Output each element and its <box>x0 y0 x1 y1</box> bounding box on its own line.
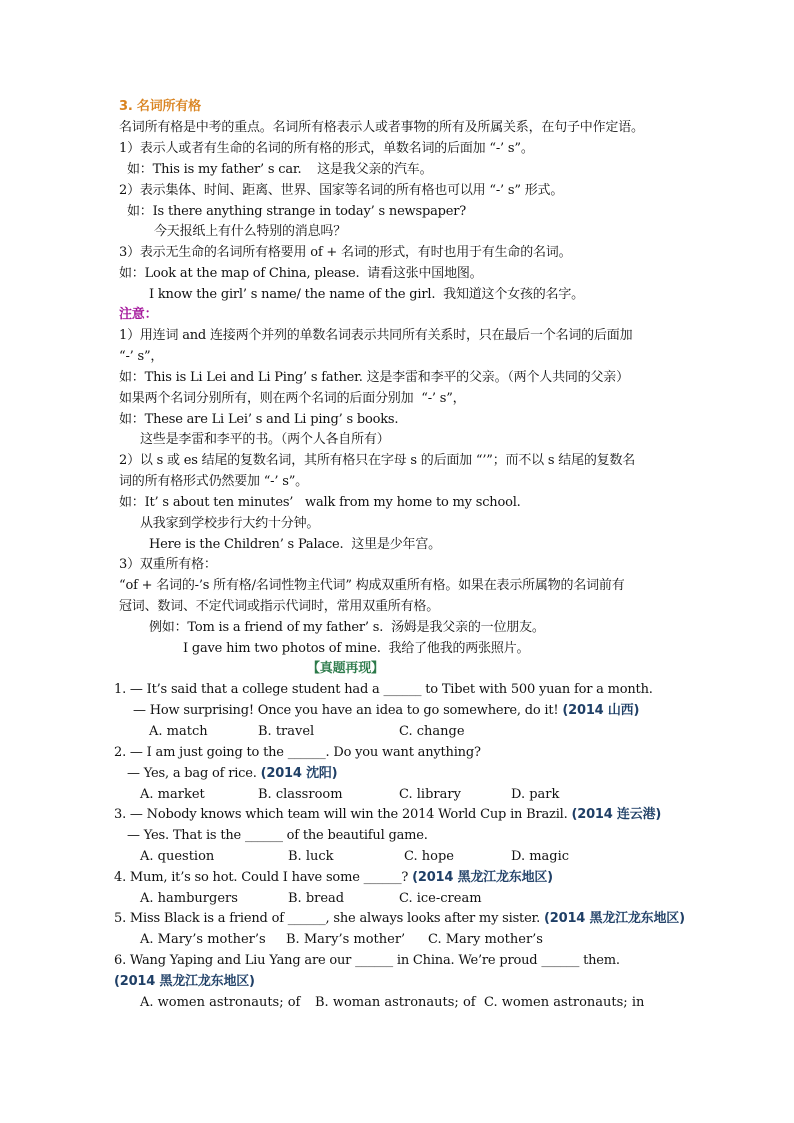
question-2-line-1: 2. — I am just going to the ______. Do you want anything? <box>114 745 481 760</box>
question-5-line-1-wrap <box>114 911 685 927</box>
question-5-option-a[interactable]: A. Mary’s mother’s <box>140 932 266 947</box>
question-2-option-c[interactable]: C. library <box>399 787 461 802</box>
note-title: 注意： <box>119 307 158 322</box>
question-5-option-c[interactable]: C. Mary mother’s <box>428 932 543 947</box>
note-1-text-cont: “-’ s”， <box>119 349 164 364</box>
question-2-option-d[interactable]: D. park <box>511 787 560 802</box>
question-2-line-2: — Yes, a bag of rice. <box>127 766 257 781</box>
rule-2-example-translation: 今天报纸上有什么特别的消息吗？ <box>154 224 347 239</box>
question-3-source: (2014 连云港) <box>571 807 662 822</box>
note-2-example-1: 如：It’ s about ten minutes’ walk from my home to my school. <box>119 495 521 510</box>
question-6-option-a[interactable]: A. women astronauts; of <box>140 995 301 1010</box>
question-6-option-b[interactable]: B. woman astronauts; of <box>315 995 476 1010</box>
question-2-line-2-wrap <box>127 766 337 782</box>
note-3-title: 3）双重所有格： <box>119 557 217 572</box>
question-3-option-d[interactable]: D. magic <box>511 849 570 864</box>
note-3-example-2: I gave him two photos of mine. 我给了他我的两张照片。 <box>183 641 530 656</box>
question-4-option-b[interactable]: B. bread <box>288 891 345 906</box>
rule-2-example: 如：Is there anything strange in today’ s newspaper? <box>127 204 467 219</box>
note-1-example: 如：This is Li Lei and Li Ping’ s father. 这是李雷和李平的父亲。（两个人共同的父亲） <box>119 370 629 385</box>
question-5-line-1: 5. Miss Black is a friend of ______, she always looks after my sister. <box>114 911 541 926</box>
question-5-source: (2014 黑龙江龙东地区) <box>544 911 685 926</box>
question-4-option-c[interactable]: C. ice-cream <box>399 891 482 906</box>
note-2-example-1-translation: 从我家到学校步行大约十分钟。 <box>140 516 320 531</box>
question-4-line-1-wrap <box>114 870 553 886</box>
question-1-option-c[interactable]: C. change <box>399 724 465 739</box>
question-1-source: (2014 山西) <box>562 703 640 718</box>
note-2-text: 2）以 s 或 es 结尾的复数名词，其所有格只在字母 s 的后面加 “’”；而不以 s 结尾的复数名 <box>119 453 636 468</box>
question-4-source: (2014 黑龙江龙东地区) <box>412 870 553 885</box>
question-1-option-a[interactable]: A. match <box>149 724 208 739</box>
question-2-source: (2014 沈阳) <box>260 766 338 781</box>
note-1-separate: 如果两个名词分别所有，则在两个名词的后面分别加 “-’ s”， <box>119 391 466 406</box>
section-heading: 3. 名词所有格 <box>119 99 201 114</box>
note-2-example-2: Here is the Children’ s Palace. 这里是少年宫。 <box>149 537 441 552</box>
question-4-line-1: 4. Mum, it’s so hot. Could I have some ______? <box>114 870 409 885</box>
question-6-source: (2014 黑龙江龙东地区) <box>114 974 255 989</box>
rule-1-example: 如：This is my father’ s car. 这是我父亲的汽车。 <box>127 162 433 177</box>
rule-3-example-1: 如：Look at the map of China, please. 请看这张中国地图。 <box>119 266 483 281</box>
note-3-example-1: 例如：Tom is a friend of my father’ s. 汤姆是我父亲的一位朋友。 <box>149 620 545 635</box>
question-3-option-c[interactable]: C. hope <box>404 849 454 864</box>
question-6-line-1: 6. Wang Yaping and Liu Yang are our ______ in China. We’re proud ______ them. <box>114 953 620 968</box>
rule-3: 3）表示无生命的名词所有格要用 of + 名词的形式，有时也用于有生命的名词。 <box>119 245 572 260</box>
rule-1: 1）表示人或者有生命的名词的所有格的形式，单数名词的后面加 “-’ s”。 <box>119 141 534 156</box>
question-2-option-b[interactable]: B. classroom <box>258 787 343 802</box>
note-3-text: “of + 名词的-’s 所有格/名词性物主代词” 构成双重所有格。如果在表示所属物的名词前有 <box>119 578 625 593</box>
note-3-text-cont: 冠词、数词、不定代词或指示代词时，常用双重所有格。 <box>119 599 440 614</box>
question-3-option-b[interactable]: B. luck <box>288 849 334 864</box>
question-5-option-b[interactable]: B. Mary’s mother’ <box>286 932 406 947</box>
question-3-line-2: — Yes. That is the ______ of the beautiful game. <box>127 828 428 843</box>
question-1-line-1: 1. — It’s said that a college student had a ______ to Tibet with 500 yuan for a month. <box>114 682 653 697</box>
note-1-example-2: 如：These are Li Lei’ s and Li ping’ s books. <box>119 412 399 427</box>
question-3-line-1-wrap <box>114 807 661 823</box>
question-3-option-a[interactable]: A. question <box>140 849 215 864</box>
rule-2: 2）表示集体、时间、距离、世界、国家等名词的所有格也可以用 “-’ s” 形式。 <box>119 183 564 198</box>
note-1-text: 1）用连词 and 连接两个并列的单数名词表示共同所有关系时，只在最后一个名词的后面加 <box>119 328 633 343</box>
section-title: 【真题再现】 <box>307 661 384 676</box>
note-1-example-2-translation: 这些是李雷和李平的书。（两个人各自所有） <box>140 432 390 447</box>
rule-3-example-2: I know the girl’ s name/ the name of the girl. 我知道这个女孩的名字。 <box>149 287 584 302</box>
question-1-line-2: — How surprising! Once you have an idea to go somewhere, do it! <box>133 703 559 718</box>
question-2-option-a[interactable]: A. market <box>140 787 205 802</box>
question-1-line-2-wrap <box>133 703 639 719</box>
question-3-line-1: 3. — Nobody knows which team will win the 2014 World Cup in Brazil. <box>114 807 568 822</box>
intro-text: 名词所有格是中考的重点。名词所有格表示人或者事物的所有及所属关系，在句子中作定语。 <box>119 120 644 135</box>
question-1-option-b[interactable]: B. travel <box>258 724 315 739</box>
question-6-option-c[interactable]: C. women astronauts; in <box>484 995 645 1010</box>
question-4-option-a[interactable]: A. hamburgers <box>140 891 238 906</box>
note-2-text-cont: 词的所有格形式仍然要加 “-’ s”。 <box>119 474 308 489</box>
